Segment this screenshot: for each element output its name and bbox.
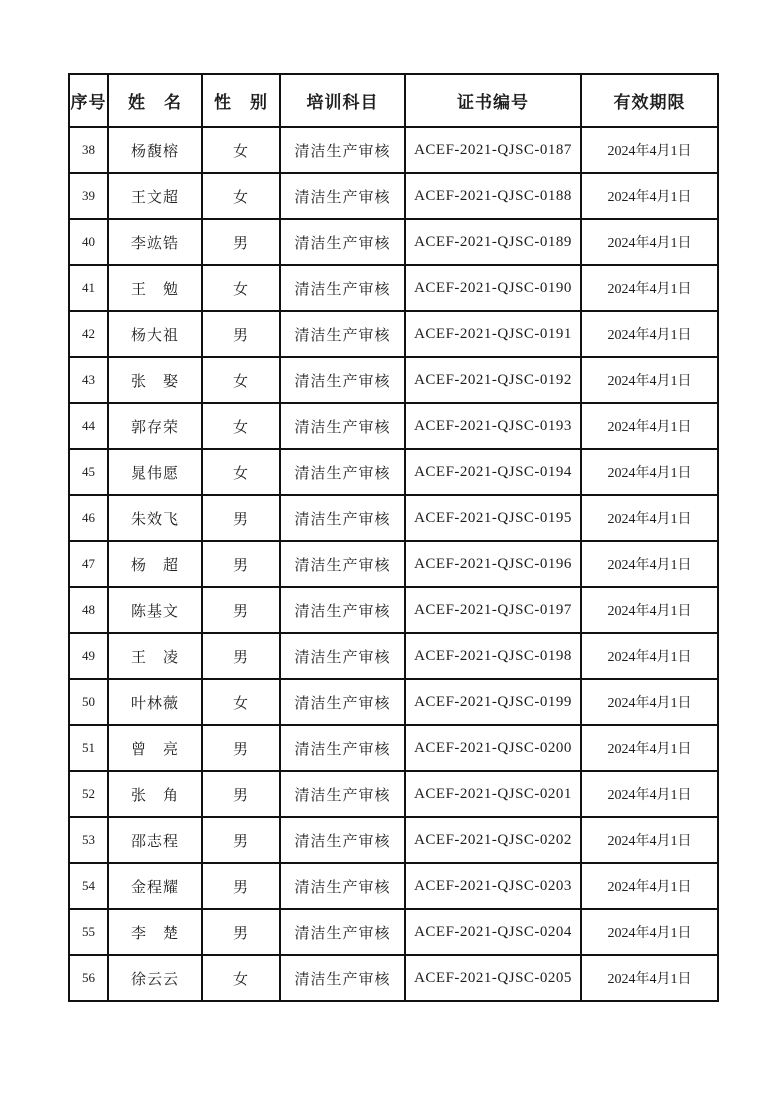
cell-cert-number: ACEF-2021-QJSC-0205: [405, 955, 581, 1001]
cell-valid-until: 2024年4月1日: [581, 679, 718, 725]
cell-subject: 清洁生产审核: [280, 219, 405, 265]
column-header-valid-until: 有效期限: [581, 74, 718, 127]
cell-name: 张 角: [108, 771, 202, 817]
cell-name: 王文超: [108, 173, 202, 219]
cell-serial: 49: [69, 633, 108, 679]
cell-subject: 清洁生产审核: [280, 587, 405, 633]
cell-name: 徐云云: [108, 955, 202, 1001]
column-header-name: 姓 名: [108, 74, 202, 127]
cell-valid-until: 2024年4月1日: [581, 909, 718, 955]
cell-subject: 清洁生产审核: [280, 173, 405, 219]
table-row: [69, 311, 718, 357]
cell-subject: 清洁生产审核: [280, 127, 405, 173]
table-row: [69, 173, 718, 219]
table-row: [69, 127, 718, 173]
cell-gender: 男: [202, 311, 280, 357]
cell-serial: 40: [69, 219, 108, 265]
cell-valid-until: 2024年4月1日: [581, 357, 718, 403]
cell-cert-number: ACEF-2021-QJSC-0188: [405, 173, 581, 219]
table-row: [69, 357, 718, 403]
cell-cert-number: ACEF-2021-QJSC-0202: [405, 817, 581, 863]
cell-subject: 清洁生产审核: [280, 357, 405, 403]
column-header-gender: 性 别: [202, 74, 280, 127]
cell-serial: 48: [69, 587, 108, 633]
cell-serial: 46: [69, 495, 108, 541]
cell-valid-until: 2024年4月1日: [581, 771, 718, 817]
table-row: [69, 449, 718, 495]
table-row: [69, 679, 718, 725]
cell-name: 王 勉: [108, 265, 202, 311]
cell-valid-until: 2024年4月1日: [581, 817, 718, 863]
cell-subject: 清洁生产审核: [280, 495, 405, 541]
cell-subject: 清洁生产审核: [280, 863, 405, 909]
cell-name: 王 凌: [108, 633, 202, 679]
table-row: [69, 541, 718, 587]
cell-name: 曾 亮: [108, 725, 202, 771]
cell-cert-number: ACEF-2021-QJSC-0199: [405, 679, 581, 725]
cell-name: 陈基文: [108, 587, 202, 633]
cell-gender: 男: [202, 633, 280, 679]
cell-serial: 53: [69, 817, 108, 863]
cell-cert-number: ACEF-2021-QJSC-0191: [405, 311, 581, 357]
cell-valid-until: 2024年4月1日: [581, 265, 718, 311]
cell-name: 邵志程: [108, 817, 202, 863]
cell-serial: 38: [69, 127, 108, 173]
cell-name: 叶林薇: [108, 679, 202, 725]
cell-cert-number: ACEF-2021-QJSC-0201: [405, 771, 581, 817]
cell-valid-until: 2024年4月1日: [581, 495, 718, 541]
cell-gender: 女: [202, 357, 280, 403]
column-header-serial: 序号: [69, 74, 108, 127]
cell-valid-until: 2024年4月1日: [581, 127, 718, 173]
certificate-roster-page: [68, 73, 719, 1002]
column-header-subject: 培训科目: [280, 74, 405, 127]
cell-cert-number: ACEF-2021-QJSC-0203: [405, 863, 581, 909]
cell-name: 朱效飞: [108, 495, 202, 541]
cell-valid-until: 2024年4月1日: [581, 311, 718, 357]
cell-valid-until: 2024年4月1日: [581, 219, 718, 265]
table-row: [69, 633, 718, 679]
cell-gender: 男: [202, 863, 280, 909]
certificate-table: [68, 73, 719, 1002]
cell-gender: 男: [202, 817, 280, 863]
table-row: [69, 771, 718, 817]
cell-subject: 清洁生产审核: [280, 679, 405, 725]
cell-gender: 女: [202, 955, 280, 1001]
cell-name: 杨 超: [108, 541, 202, 587]
cell-subject: 清洁生产审核: [280, 265, 405, 311]
cell-valid-until: 2024年4月1日: [581, 449, 718, 495]
cell-valid-until: 2024年4月1日: [581, 403, 718, 449]
table-row: [69, 817, 718, 863]
cell-subject: 清洁生产审核: [280, 725, 405, 771]
cell-cert-number: ACEF-2021-QJSC-0189: [405, 219, 581, 265]
table-row: [69, 265, 718, 311]
cell-serial: 41: [69, 265, 108, 311]
cell-gender: 女: [202, 127, 280, 173]
cell-gender: 男: [202, 587, 280, 633]
cell-cert-number: ACEF-2021-QJSC-0204: [405, 909, 581, 955]
cell-serial: 42: [69, 311, 108, 357]
cell-valid-until: 2024年4月1日: [581, 587, 718, 633]
table-row: [69, 219, 718, 265]
cell-gender: 女: [202, 173, 280, 219]
cell-gender: 男: [202, 219, 280, 265]
cell-cert-number: ACEF-2021-QJSC-0197: [405, 587, 581, 633]
table-row: [69, 403, 718, 449]
cell-valid-until: 2024年4月1日: [581, 955, 718, 1001]
cell-name: 郭存荣: [108, 403, 202, 449]
table-row: [69, 955, 718, 1001]
cell-name: 李竑锆: [108, 219, 202, 265]
cell-cert-number: ACEF-2021-QJSC-0194: [405, 449, 581, 495]
table-row: [69, 587, 718, 633]
cell-subject: 清洁生产审核: [280, 311, 405, 357]
cell-serial: 54: [69, 863, 108, 909]
cell-subject: 清洁生产审核: [280, 909, 405, 955]
cell-valid-until: 2024年4月1日: [581, 541, 718, 587]
cell-gender: 男: [202, 495, 280, 541]
cell-subject: 清洁生产审核: [280, 449, 405, 495]
cell-cert-number: ACEF-2021-QJSC-0198: [405, 633, 581, 679]
cell-name: 张 娶: [108, 357, 202, 403]
cell-serial: 56: [69, 955, 108, 1001]
cell-gender: 女: [202, 449, 280, 495]
cell-gender: 男: [202, 725, 280, 771]
cell-gender: 女: [202, 679, 280, 725]
table-row: [69, 909, 718, 955]
cell-serial: 47: [69, 541, 108, 587]
cell-cert-number: ACEF-2021-QJSC-0190: [405, 265, 581, 311]
cell-serial: 52: [69, 771, 108, 817]
cell-serial: 39: [69, 173, 108, 219]
cell-cert-number: ACEF-2021-QJSC-0187: [405, 127, 581, 173]
cell-name: 杨馥榕: [108, 127, 202, 173]
cell-gender: 女: [202, 265, 280, 311]
cell-serial: 55: [69, 909, 108, 955]
cell-valid-until: 2024年4月1日: [581, 725, 718, 771]
cell-serial: 43: [69, 357, 108, 403]
cell-gender: 女: [202, 403, 280, 449]
table-row: [69, 725, 718, 771]
cell-serial: 50: [69, 679, 108, 725]
cell-serial: 45: [69, 449, 108, 495]
cell-gender: 男: [202, 541, 280, 587]
table-header-row: [69, 74, 718, 127]
cell-valid-until: 2024年4月1日: [581, 633, 718, 679]
cell-subject: 清洁生产审核: [280, 633, 405, 679]
cell-subject: 清洁生产审核: [280, 403, 405, 449]
cell-cert-number: ACEF-2021-QJSC-0200: [405, 725, 581, 771]
cell-name: 金程耀: [108, 863, 202, 909]
cell-subject: 清洁生产审核: [280, 771, 405, 817]
cell-subject: 清洁生产审核: [280, 541, 405, 587]
cell-cert-number: ACEF-2021-QJSC-0193: [405, 403, 581, 449]
table-row: [69, 495, 718, 541]
table-row: [69, 863, 718, 909]
cell-serial: 44: [69, 403, 108, 449]
table-body: [69, 127, 718, 1001]
cell-name: 李 楚: [108, 909, 202, 955]
cell-name: 晁伟愿: [108, 449, 202, 495]
cell-cert-number: ACEF-2021-QJSC-0192: [405, 357, 581, 403]
cell-subject: 清洁生产审核: [280, 955, 405, 1001]
cell-cert-number: ACEF-2021-QJSC-0195: [405, 495, 581, 541]
cell-gender: 男: [202, 909, 280, 955]
cell-valid-until: 2024年4月1日: [581, 863, 718, 909]
cell-gender: 男: [202, 771, 280, 817]
cell-cert-number: ACEF-2021-QJSC-0196: [405, 541, 581, 587]
cell-subject: 清洁生产审核: [280, 817, 405, 863]
cell-valid-until: 2024年4月1日: [581, 173, 718, 219]
cell-name: 杨大祖: [108, 311, 202, 357]
cell-serial: 51: [69, 725, 108, 771]
column-header-cert-number: 证书编号: [405, 74, 581, 127]
